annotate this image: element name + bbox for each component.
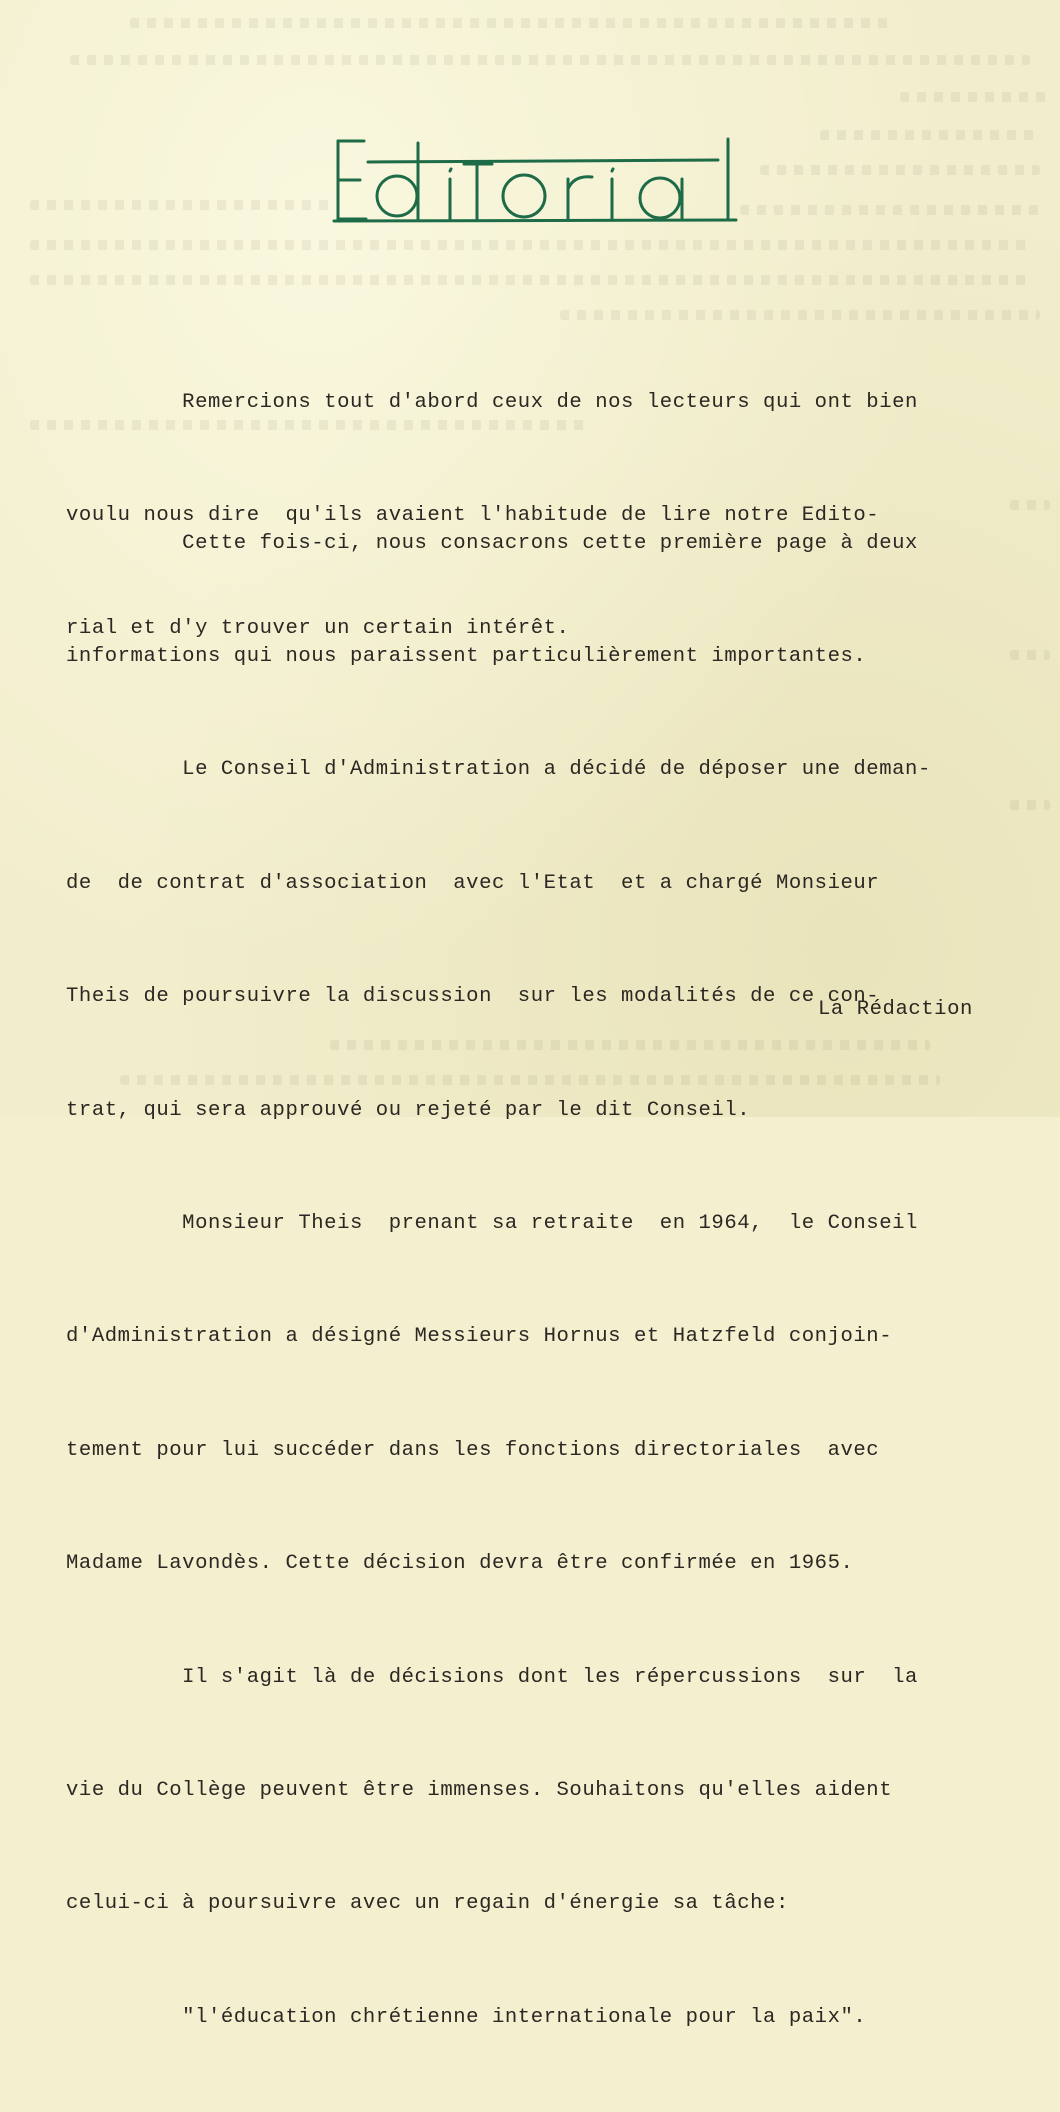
text-line: d'Administration a désigné Messieurs Hornus et Hatzfeld conjoin-	[66, 1325, 893, 1349]
text-line: tement pour lui succéder dans les fonctions directoriales avec	[66, 1438, 880, 1462]
text-line: vie du Collège peuvent être immenses. Souhaitons qu'elles aident	[66, 1778, 893, 1802]
text-line: Le Conseil d'Administration a décidé de déposer une deman-	[66, 758, 931, 782]
text-line: trat, qui sera approuvé ou rejeté par le dit Conseil.	[66, 1098, 751, 1122]
text-line: Theis de poursuivre la discussion sur les modalités de ce con-	[66, 985, 880, 1009]
text-line: celui-ci à poursuivre avec un regain d'énergie sa tâche:	[66, 1892, 789, 1916]
text-line: Monsieur Theis prenant sa retraite en 1964, le Conseil	[66, 1211, 918, 1235]
text-line: de de contrat d'association avec l'Etat et a chargé Monsieur	[66, 871, 880, 895]
text-line: Madame Lavondès. Cette décision devra être confirmée en 1965.	[66, 1552, 854, 1576]
text-line: voulu nous dire qu'ils avaient l'habitude de lire notre Edito-	[66, 503, 880, 527]
text-line: rial et d'y trouver un certain intérêt.	[66, 617, 570, 641]
paragraph-2	[66, 449, 1006, 2112]
text-line: Il s'agit là de décisions dont les répercussions sur la	[66, 1665, 918, 1689]
text-line: Remercions tout d'abord ceux de nos lecteurs qui ont bien	[66, 390, 918, 414]
editorial-title	[330, 133, 740, 225]
text-line: "l'éducation chrétienne internationale pour la paix".	[66, 2005, 867, 2029]
text-line: informations qui nous paraissent particulièrement importantes.	[66, 644, 867, 668]
editorial-title-lettering	[330, 133, 740, 225]
text-line: Cette fois-ci, nous consacrons cette première page à deux	[66, 531, 918, 555]
signature: La Rédaction	[818, 998, 973, 1021]
